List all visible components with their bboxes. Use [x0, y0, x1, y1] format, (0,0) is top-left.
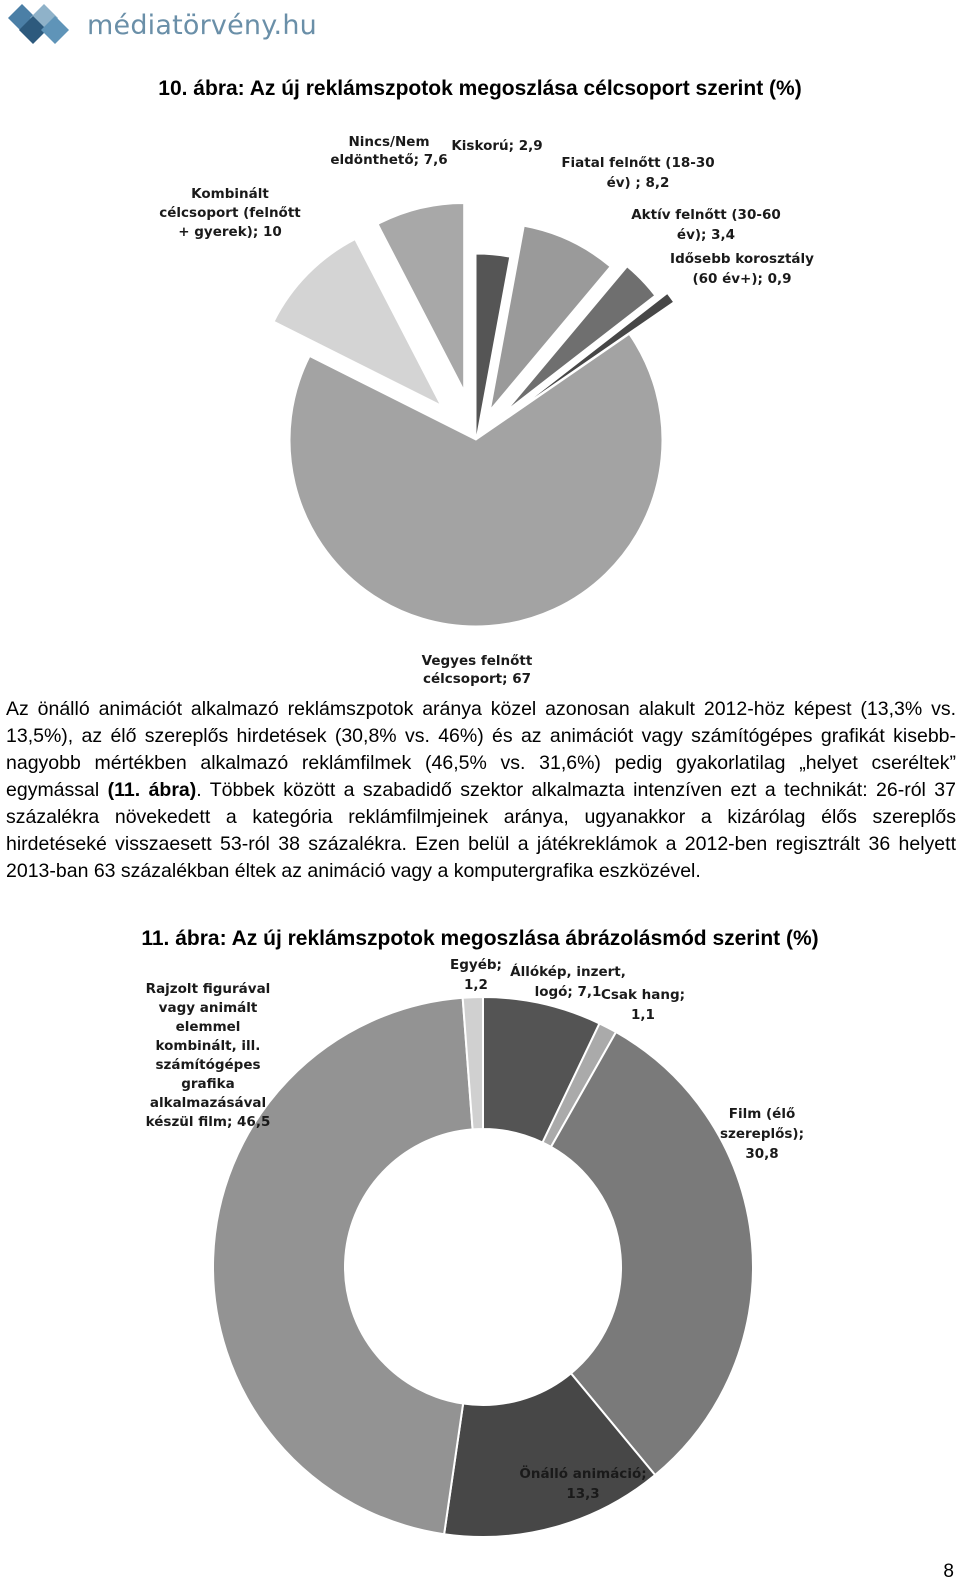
- slice-label-egyeb: Egyéb; 1,2: [450, 957, 502, 993]
- slice-label-fiatal-felnott-18-30: Fiatal felnőtt (18-30 év) ; 8,2: [561, 155, 715, 191]
- body-text-period: .: [196, 779, 202, 801]
- site-logo[interactable]: [6, 2, 317, 48]
- pie-chart-target-group: [0, 100, 960, 700]
- figure-10-title: 10. ábra: Az új reklámszpotok megoszlása célcsoport szerint (%): [158, 77, 802, 100]
- slice-label-rajzolt-figuraval: Rajzolt figurával vagy animált elemmel kombinált, ill. számítógépes grafika alkalmazásával készül film; 46,5: [145, 981, 271, 1130]
- slice-label-kombinalt: Kombinált célcsoport (felnőtt + gyerek); 10: [159, 186, 301, 240]
- donut-slice-rajzolt-figuraval: [213, 998, 473, 1534]
- slice-label-idosebb-korosztaly: Idősebb korosztály (60 év+); 0,9: [670, 251, 814, 287]
- figure-reference: (11. ábra): [107, 779, 197, 801]
- figure-11-title: 11. ábra: Az új reklámszpotok megoszlása ábrázolásmód szerint (%): [141, 927, 819, 950]
- slice-label-film-elo: Film (élő szereplős); 30,8: [719, 1106, 805, 1162]
- slice-label-aktiv-felnott-30-60: Aktív felnőtt (30-60 év); 3,4: [631, 207, 781, 243]
- body-paragraph: [6, 696, 956, 885]
- slice-label-allokep-inzert: Állókép, inzert, logó; 7,1: [510, 964, 626, 1000]
- slice-label-csak-hang: Csak hang; 1,1: [600, 987, 686, 1023]
- slice-label-nincs-nem: Nincs/Nem eldönthető; 7,6: [330, 134, 448, 168]
- slice-label-vegyes-felnott: Vegyes felnőtt célcsoport; 67: [421, 653, 533, 687]
- body-text-part-1: Az önálló animációt alkalmazó reklámszpotok aránya közel azonosan alakult 2012-höz képest (13,3% vs. 13,5%), az élő szereplős hirdetések (30,8% vs. 46%) és az animációt vagy számítógépes grafikát kisebb-nagyobb mértékben alkalmazó reklámfilmek (46,5% vs. 31,6%) pedig gyakorlatilag „helyet cseréltek” egymással: [6, 698, 956, 801]
- slice-label-onallo-animacio: Önálló animáció; 13,3: [519, 1466, 647, 1502]
- page-number: 8: [943, 1561, 954, 1582]
- body-text-part-2: Többek között a szabadidő szektor alkalmazta intenzíven ezt a technikát: 26-ról 37 százalékra növekedett a kategória reklámfilmjeinek aránya, ugyanakkor a kizárólag élős szereplős hirdetéseké visszaesett 53-ról 38 százalékra. Ezen belül a játékreklámok a 2012-ben regisztrált 36 helyett 2013-ban 63 százalékban éltek az animáció vagy a komputergrafika eszközével.: [6, 779, 956, 882]
- slice-label-kiskoru-2-9: Kiskorú; 2,9: [451, 138, 543, 154]
- donut-chart-representation: [0, 950, 960, 1550]
- logo-text: médiatörvény.hu: [87, 9, 317, 41]
- diamond-logo-icon: [6, 2, 78, 48]
